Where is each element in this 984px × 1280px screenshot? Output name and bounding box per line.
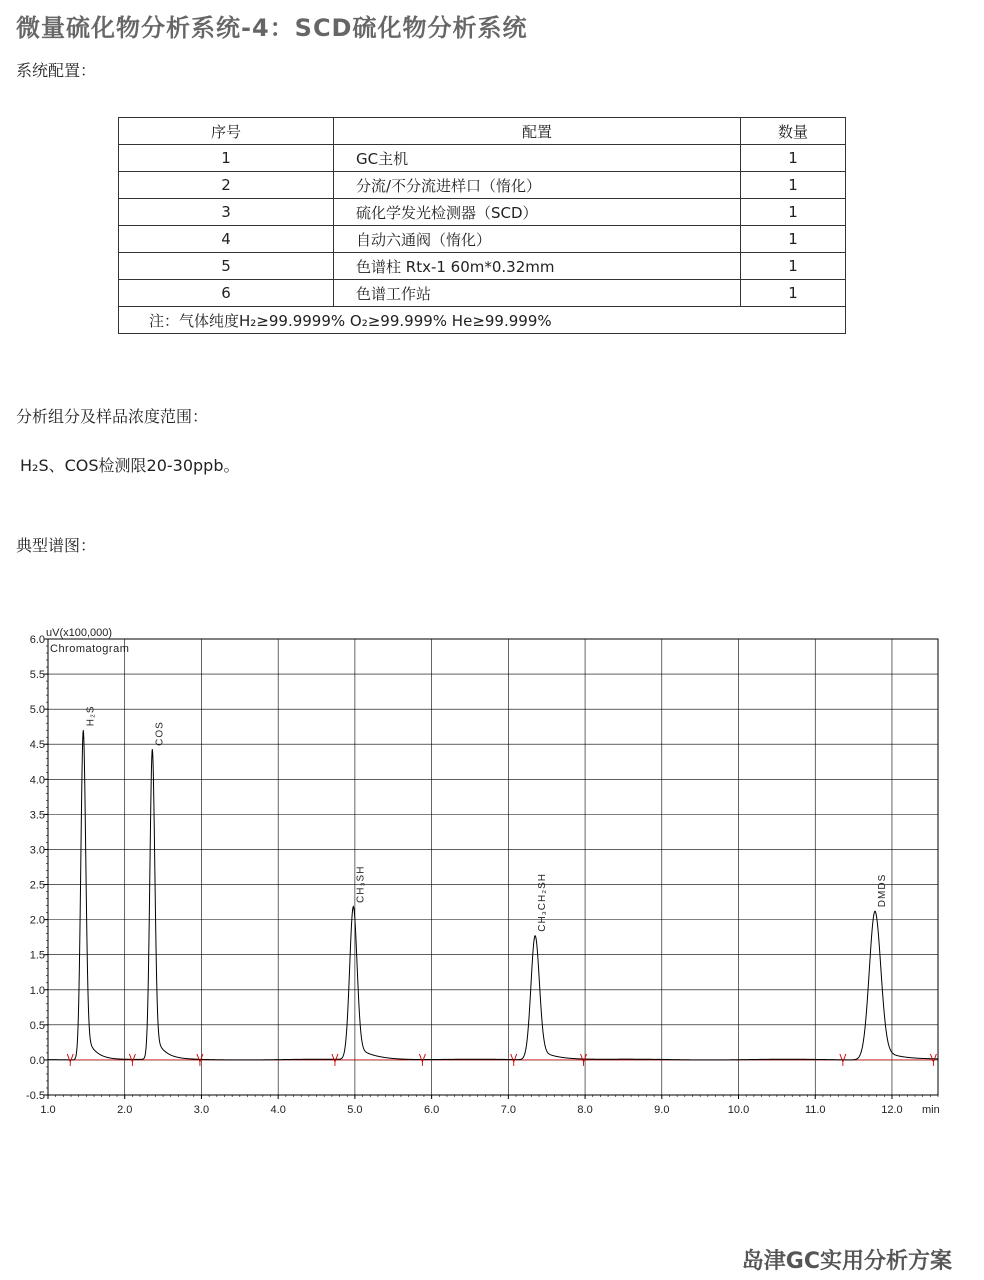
y-tick-label: 2.5 xyxy=(29,879,45,892)
row-qty: 1 xyxy=(741,280,846,307)
y-tick-label: 4.0 xyxy=(29,774,45,787)
chromatogram-trace xyxy=(48,730,938,1060)
x-tick-label: 2.0 xyxy=(117,1104,133,1116)
row-qty: 1 xyxy=(741,145,846,172)
table-row xyxy=(119,280,846,307)
y-tick-label: 1.0 xyxy=(29,984,45,997)
x-tick-label: 1.0 xyxy=(40,1104,56,1116)
y-tick-label: 2.0 xyxy=(29,914,45,927)
plot-frame xyxy=(48,639,938,1095)
y-axis xyxy=(26,634,48,1102)
peak-label: COS xyxy=(154,721,166,746)
peak-label: CH₃CH₂SH xyxy=(537,873,549,932)
section-components-label: 分析组分及样品浓度范围： xyxy=(16,407,209,426)
row-item: 自动六通阀（惰化） xyxy=(334,226,741,253)
table-note: 注：气体纯度H₂≥99.9999% O₂≥99.999% He≥99.999% xyxy=(119,307,846,334)
y-tick-label: 6.0 xyxy=(29,634,45,646)
y-tick-label: 5.0 xyxy=(29,704,45,717)
table-row xyxy=(119,199,846,226)
page-title: 微量硫化物分析系统-4：SCD硫化物分析系统 xyxy=(16,14,528,42)
y-tick-label: 0.5 xyxy=(29,1019,45,1032)
y-tick-label: 4.5 xyxy=(29,739,45,752)
row-item: GC主机 xyxy=(334,145,741,172)
x-tick-label: 3.0 xyxy=(193,1104,210,1116)
row-item: 硫化学发光检测器（SCD） xyxy=(334,199,741,226)
config-table xyxy=(118,117,846,334)
y-tick-label: 3.5 xyxy=(29,809,45,822)
row-no: 6 xyxy=(119,280,334,307)
chromatogram-chart xyxy=(0,620,984,1130)
table-header-row xyxy=(119,118,846,145)
x-tick-label: 11.0 xyxy=(804,1104,826,1116)
table-row xyxy=(119,172,846,199)
y-tick-label: 1.5 xyxy=(29,949,45,962)
footer-brand: 岛津GC实用分析方案 xyxy=(741,1249,952,1274)
peak-label: DMDS xyxy=(877,873,889,908)
row-item: 色谱柱 Rtx-1 60m*0.32mm xyxy=(334,253,741,280)
header-no: 序号 xyxy=(119,118,334,145)
peak-label: H₂S xyxy=(85,705,97,727)
chart-title: Chromatogram xyxy=(50,643,130,655)
row-qty: 1 xyxy=(741,226,846,253)
y-tick-label: 0.0 xyxy=(29,1054,45,1067)
x-tick-label: 8.0 xyxy=(577,1104,593,1116)
row-no: 4 xyxy=(119,226,334,253)
table-row xyxy=(119,226,846,253)
row-qty: 1 xyxy=(741,199,846,226)
x-tick-label: 7.0 xyxy=(500,1104,516,1116)
peak-labels xyxy=(85,705,888,931)
section-spectrum-label: 典型谱图： xyxy=(16,536,97,555)
table-row xyxy=(119,145,846,172)
peak-label: CH₃SH xyxy=(355,865,367,903)
row-item: 色谱工作站 xyxy=(334,280,741,307)
x-tick-label: 10.0 xyxy=(727,1104,750,1116)
y-tick-label: 5.5 xyxy=(29,669,45,682)
row-no: 5 xyxy=(119,253,334,280)
x-tick-label: 12.0 xyxy=(881,1104,903,1116)
x-tick-label: 5.0 xyxy=(347,1104,363,1116)
section-config-label: 系统配置： xyxy=(16,61,97,80)
chart-grid xyxy=(48,639,938,1095)
x-axis xyxy=(40,1095,938,1116)
table-note-row xyxy=(119,307,846,334)
row-no: 2 xyxy=(119,172,334,199)
y-tick-label: 3.0 xyxy=(29,844,45,857)
x-tick-label: 9.0 xyxy=(654,1104,670,1116)
y-axis-label: uV(x100,000) xyxy=(46,627,113,639)
row-item: 分流/不分流进样口（惰化） xyxy=(334,172,741,199)
x-axis-label: min xyxy=(922,1104,940,1116)
header-item: 配置 xyxy=(334,118,741,145)
row-qty: 1 xyxy=(741,253,846,280)
x-tick-label: 4.0 xyxy=(270,1104,286,1116)
header-qty: 数量 xyxy=(741,118,846,145)
row-qty: 1 xyxy=(741,172,846,199)
x-tick-label: 6.0 xyxy=(423,1104,440,1116)
row-no: 3 xyxy=(119,199,334,226)
y-tick-label: -0.5 xyxy=(26,1090,45,1102)
row-no: 1 xyxy=(119,145,334,172)
detection-limit-text: H₂S、COS检测限20-30ppb。 xyxy=(20,456,240,475)
table-row xyxy=(119,253,846,280)
